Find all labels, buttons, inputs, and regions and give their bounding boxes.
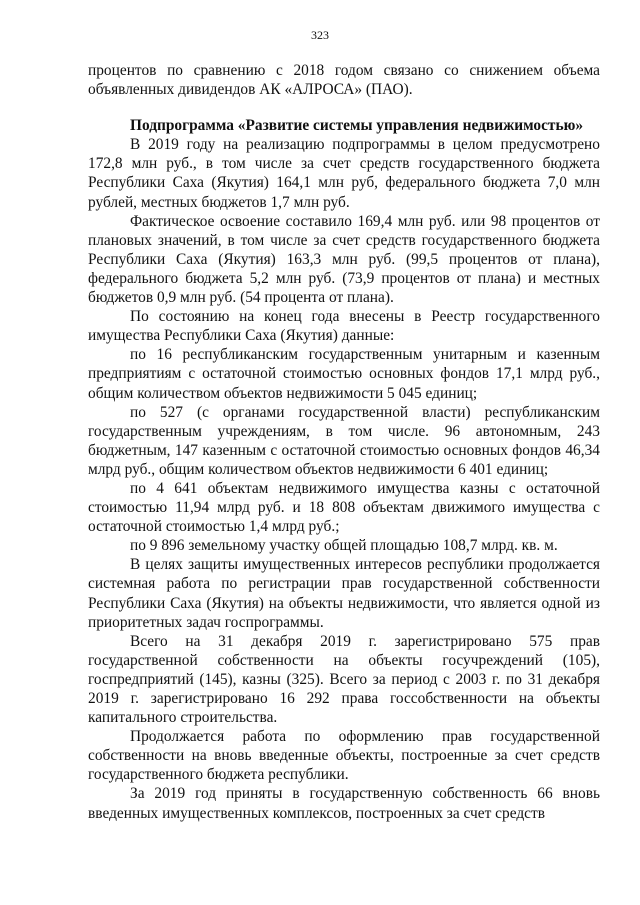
paragraph-budget-planned: В 2019 году на реализацию подпрограммы в целом предусмотрено 172,8 млн руб., в том числе за счет средств государственного бюджета Республики Саха (Якутия) 164,1 млн руб, федерального бюджета 7,0 млн рублей, местных бюджетов 1,7 млн руб. [88,136,600,211]
paragraph-registry-enterprises: по 16 республиканским государственным унитарным и казенным предприятиям с остаточной стоимостью основных фондов 17,1 млрд руб., общим количеством объектов недвижимости 5 045 единиц; [88,346,600,402]
page-number: 323 [311,28,329,42]
section-heading: Подпрограмма «Развитие системы управления недвижимостью» [130,117,584,135]
paragraph-property-protection: В целях защиты имущественных интересов республики продолжается системная работа по регистрации прав государственной собственности Республики Саха (Якутия) на объекты недвижимости, что является одной из приоритетных задач госпрограммы. [88,556,600,631]
document-body [88,61,600,823]
paragraph-budget-actual: Фактическое освоение составило 169,4 млн руб. или 98 процентов от плановых значений, в том числе за счет средств государственного бюджета Республики Саха (Якутия) 163,3 млн руб. (99,5 процентов от плана), федерального бюджета 5,2 млн руб. (73,9 процентов от плана) и местных бюджетов 0,9 млн руб. (54 процента от плана). [88,212,600,307]
paragraph-registry-institutions: по 527 (с органами государственной власти) республиканским государственным учреждениям, в том числе. 96 автономным, 243 бюджетным, 147 казенным с остаточной стоимостью основных фондов 46,34 млрд руб., общим количеством объектов недвижимости 6 401 единиц; [88,403,600,478]
paragraph-new-objects: Продолжается работа по оформлению прав государственной собственности на вновь введенные объекты, построенные за счет средств государственного бюджета республики. [88,728,600,784]
paragraph-registry-land: по 9 896 земельному участку общей площадью 108,7 млрд. кв. м. [130,537,558,555]
paragraph-registry-intro: По состоянию на конец года внесены в Реестр государственного имущества Республики Саха (Якутия) данные: [88,308,600,345]
paragraph-registry-treasury: по 4 641 объектам недвижимого имущества казны с остаточной стоимостью 11,94 млрд руб. и 18 808 объектам движимого имущества с остаточной стоимостью 1,4 млрд руб.; [88,479,600,536]
paragraph-accepted-complexes: За 2019 год приняты в государственную собственность 66 вновь введенных имущественных комплексов, построенных за счет средств [88,785,600,822]
paragraph-continuation: процентов по сравнению с 2018 годом связано со снижением объема объявленных дивидендов АК «АЛРОСА» (ПАО). [88,62,600,99]
paragraph-registered-rights: Всего на 31 декабря 2019 г. зарегистрировано 575 прав государственной собственности на объекты госучреждений (105), госпредприятий (145), казны (325). Всего за период с 2003 г. по 31 декабря 2019 г. зарегистрировано 16 292 права госсобственности на объекты капитального строительства. [88,632,600,727]
